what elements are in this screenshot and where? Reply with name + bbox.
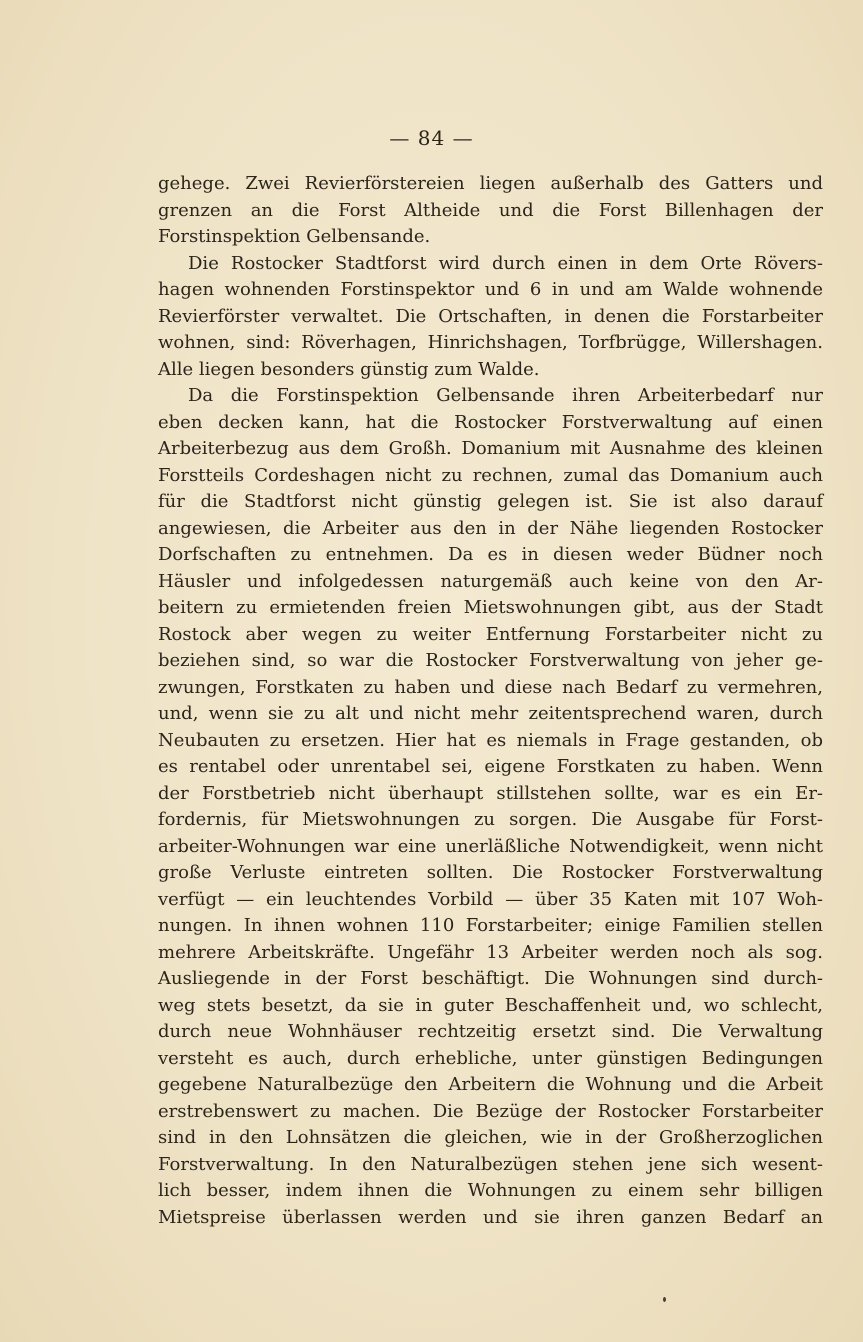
text-line: große Verluste eintreten sollten. Die Rostocker Forstverwaltung — [158, 862, 823, 883]
text-line: zwungen, Forstkaten zu haben und diese nach Bedarf zu vermehren, — [158, 676, 823, 698]
body-text — [158, 171, 823, 1231]
text-line: und, wenn sie zu alt und nicht mehr zeitentsprechend waren, durch — [158, 703, 823, 724]
text-line: fordernis, für Mietswohnungen zu sorgen. Die Ausgabe für Forst- — [158, 809, 823, 830]
text-line: grenzen an die Forst Altheide und die Forst Billenhagen der — [158, 199, 823, 221]
text-line: Forstinspektion Gelbensande. — [158, 226, 431, 247]
text-line: hagen wohnenden Forstinspektor und 6 in und am Walde wohnende — [158, 279, 823, 300]
text-line: es rentabel oder unrentabel sei, eigene Forstkaten zu haben. Wenn — [158, 756, 823, 777]
text-line: Arbeiterbezug aus dem Großh. Domanium mit Ausnahme des kleinen — [158, 438, 823, 459]
text-line: durch neue Wohnhäuser rechtzeitig ersetzt sind. Die Verwaltung — [158, 1021, 823, 1042]
page-number: — 84 — — [389, 126, 474, 150]
text-line: Die Rostocker Stadtforst wird durch einen in dem Orte Rövers- — [188, 252, 823, 274]
text-line: Forstverwaltung. In den Naturalbezügen stehen jene sich wesent- — [158, 1153, 823, 1175]
text-line: Forstteils Cordeshagen nicht zu rechnen, zumal das Domanium auch — [158, 464, 823, 486]
text-line: beziehen sind, so war die Rostocker Forstverwaltung von jeher ge- — [158, 650, 823, 671]
text-line: beitern zu ermietenden freien Mietswohnungen gibt, aus der Stadt — [158, 597, 823, 618]
text-line: eben decken kann, hat die Rostocker Forstverwaltung auf einen — [158, 411, 823, 433]
text-line: für die Stadtforst nicht günstig gelegen ist. Sie ist also darauf — [158, 491, 823, 512]
text-line: mehrere Arbeitskräfte. Ungefähr 13 Arbeiter werden noch als sog. — [158, 941, 823, 963]
text-line: Rostock aber wegen zu weiter Entfernung Forstarbeiter nicht zu — [158, 623, 823, 645]
text-line: sind in den Lohnsätzen die gleichen, wie in der Großherzoglichen — [158, 1127, 823, 1148]
text-line: angewiesen, die Arbeiter aus den in der Nähe liegenden Rostocker — [158, 517, 823, 539]
text-line: lich besser, indem ihnen die Wohnungen zu einem sehr billigen — [158, 1180, 823, 1201]
text-line: nungen. In ihnen wohnen 110 Forstarbeiter; einige Familien stellen — [158, 915, 823, 936]
text-line: arbeiter-Wohnungen war eine unerläßliche Notwendigkeit, wenn nicht — [158, 835, 823, 857]
text-line: erstrebenswert zu machen. Die Bezüge der Rostocker Forstarbeiter — [158, 1100, 823, 1122]
text-line: Alle liegen besonders günstig zum Walde. — [158, 358, 540, 380]
text-line: Neubauten zu ersetzen. Hier hat es niemals in Frage gestanden, ob — [158, 729, 823, 751]
text-line: verfügt — ein leuchtendes Vorbild — über 35 Katen mit 107 Woh- — [158, 888, 823, 910]
text-line: Da die Forstinspektion Gelbensande ihren Arbeiterbedarf nur — [188, 385, 823, 406]
text-line: Revierförster verwaltet. Die Ortschaften, in denen die Forstarbeiter — [158, 305, 823, 327]
text-line: gegebene Naturalbezüge den Arbeitern die Wohnung und die Arbeit — [158, 1074, 823, 1095]
text-line: weg stets besetzt, da sie in guter Beschaffenheit und, wo schlecht, — [158, 994, 823, 1016]
text-line: Häusler und infolgedessen naturgemäß auch keine von den Ar- — [158, 570, 823, 592]
text-line: Mietspreise überlassen werden und sie ihren ganzen Bedarf an — [158, 1206, 823, 1228]
text-line: wohnen, sind: Röverhagen, Hinrichshagen, Torfbrügge, Willershagen. — [158, 332, 823, 353]
text-line: Ausliegende in der Forst beschäftigt. Die Wohnungen sind durch- — [158, 968, 823, 989]
text-line: gehege. Zwei Revierförstereien liegen außerhalb des Gatters und — [158, 173, 823, 194]
text-line: der Forstbetrieb nicht überhaupt stillstehen sollte, war es ein Er- — [158, 782, 823, 804]
ink-speck — [663, 1297, 666, 1302]
text-line: versteht es auch, durch erhebliche, unter günstigen Bedingungen — [158, 1047, 823, 1069]
text-line: Dorfschaften zu entnehmen. Da es in diesen weder Büdner noch — [158, 544, 823, 565]
